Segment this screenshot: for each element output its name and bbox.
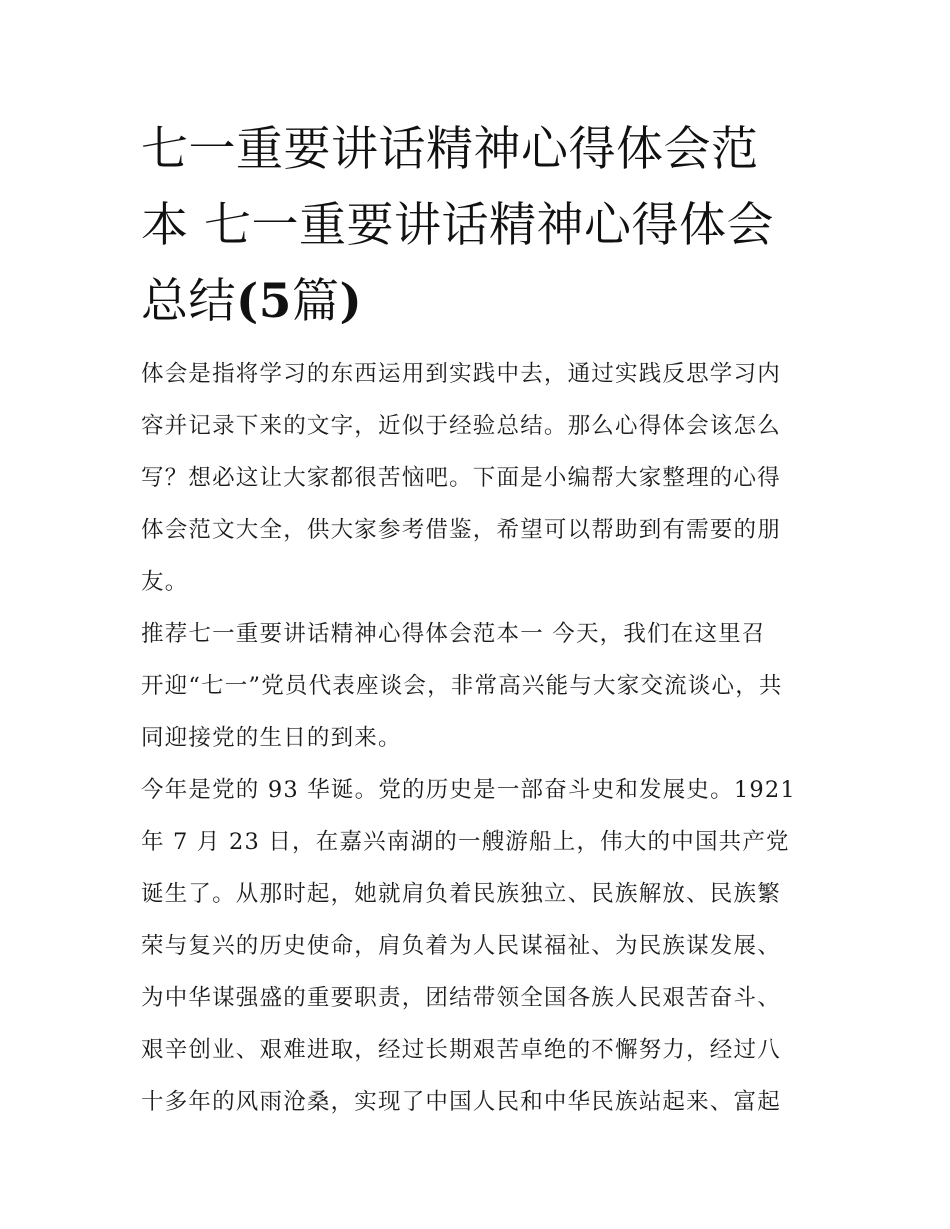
paragraph-line: 十多年的风雨沧桑，实现了中国人民和中华民族站起来、富起 <box>141 1089 781 1115</box>
document-content <box>141 112 813 1128</box>
document-body <box>141 348 813 1128</box>
paragraph-line: 年 7 月 23 日，在嘉兴南湖的一艘游船上，伟大的中国共产党 <box>141 829 790 855</box>
paragraph-intro <box>141 348 813 608</box>
paragraph-history <box>141 764 813 1128</box>
document-title <box>141 112 813 340</box>
paragraph-line: 同迎接党的生日的到来。 <box>141 725 402 751</box>
paragraph-line: 推荐七一重要讲话精神心得体会范本一 今天，我们在这里召 <box>141 621 766 647</box>
paragraph-line: 艰辛创业、艰难进取，经过长期艰苦卓绝的不懈努力，经过八 <box>141 1037 781 1063</box>
paragraph-line: 友。 <box>141 569 189 595</box>
paragraph-line: 体会范文大全，供大家参考借鉴，希望可以帮助到有需要的朋 <box>141 517 781 543</box>
title-line-3 <box>141 264 813 340</box>
paragraph-line: 为中华谋强盛的重要职责，团结带领全国各族人民艰苦奋斗、 <box>141 985 781 1011</box>
paragraph-line: 容并记录下来的文字，近似于经验总结。那么心得体会该怎么 <box>141 413 781 439</box>
paragraph-recommend <box>141 608 813 764</box>
title-line-2: 本 七一重要讲话精神心得体会 <box>141 198 774 253</box>
paragraph-line: 写？想必这让大家都很苦恼吧。下面是小编帮大家整理的心得 <box>141 465 781 491</box>
title-line-3-prefix: 总结 <box>141 274 236 329</box>
paragraph-line: 诞生了。从那时起，她就肩负着民族独立、民族解放、民族繁 <box>141 881 781 907</box>
title-line-3-count: (5 <box>236 274 292 329</box>
paragraph-line: 开迎“七一”党员代表座谈会，非常高兴能与大家交流谈心，共 <box>141 673 783 699</box>
title-line-1: 七一重要讲话精神心得体会范 <box>141 122 759 177</box>
paragraph-line: 体会是指将学习的东西运用到实践中去，通过实践反思学习内 <box>141 361 781 387</box>
paragraph-line: 今年是党的 93 华诞。党的历史是一部奋斗史和发展史。1921 <box>141 777 796 803</box>
title-line-3-close: ) <box>339 274 363 329</box>
paragraph-line: 荣与复兴的历史使命，肩负着为人民谋福祉、为民族谋发展、 <box>141 933 781 959</box>
title-line-3-unit: 篇 <box>291 274 340 329</box>
